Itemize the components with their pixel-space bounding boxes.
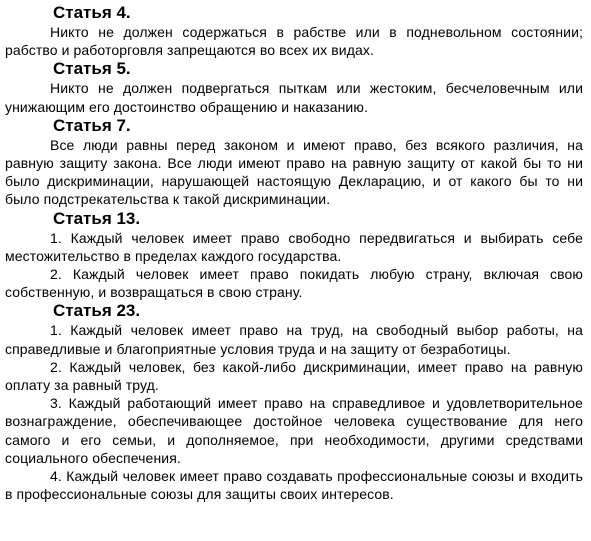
article-title: Статья 4. [53, 3, 131, 22]
article-title: Статья 7. [53, 115, 131, 135]
article-4 [5, 3, 583, 59]
article-5 [5, 59, 583, 115]
article-paragraph: 4. Каждый человек имеет право создавать профессиональные союзы и входить в профессиональные союзы для защиты своих интересов. [5, 468, 583, 503]
article-7 [5, 116, 583, 209]
article-paragraph: 1. Каждый человек имеет право на труд, на свободный выбор работы, на справедливые и благоприятные условия труда и на защиту от безработицы. [5, 322, 583, 357]
article-paragraph: Никто не должен подвергаться пыткам или жестоким, бесчеловечным или унижающим его достоинство обращению и наказанию. [5, 80, 583, 115]
article-paragraph: 1. Каждый человек имеет право свободно передвигаться и выбирать себе местожительство в пределах каждого государства. [5, 229, 583, 264]
article-paragraph: 3. Каждый работающий имеет право на справедливое и удовлетворительное вознаграждение, обеспечивающее достойное человека существование для него самого и его семьи, и дополняемое, при необходимости, другими средствами социального обеспечения. [5, 395, 583, 466]
article-title: Статья 5. [53, 59, 131, 79]
article-title: Статья 13. [53, 208, 141, 228]
article-13 [5, 209, 583, 302]
article-23 [5, 301, 583, 503]
article-paragraph: 2. Каждый человек, без какой-либо дискриминации, имеет право на равную оплату за равный труд. [5, 358, 583, 394]
article-paragraph: 2. Каждый человек имеет право покидать любую страну, включая свою собственную, и возвращаться в свою страну. [5, 266, 583, 301]
article-title: Статья 23. [53, 301, 141, 321]
article-paragraph: Никто не должен содержаться в рабстве или в подневольном состоянии; рабство и работорговля запрещаются во всех их видах. [5, 24, 583, 59]
article-paragraph: Все люди равны перед законом и имеют право, без всякого различия, на равную защиту закона. Все люди имеют право на равную защиту от какой бы то ни было дискриминации, нарушающей настоящую Декларацию, и от какого бы то ни было подстрекательства к такой дискриминации. [5, 136, 583, 208]
